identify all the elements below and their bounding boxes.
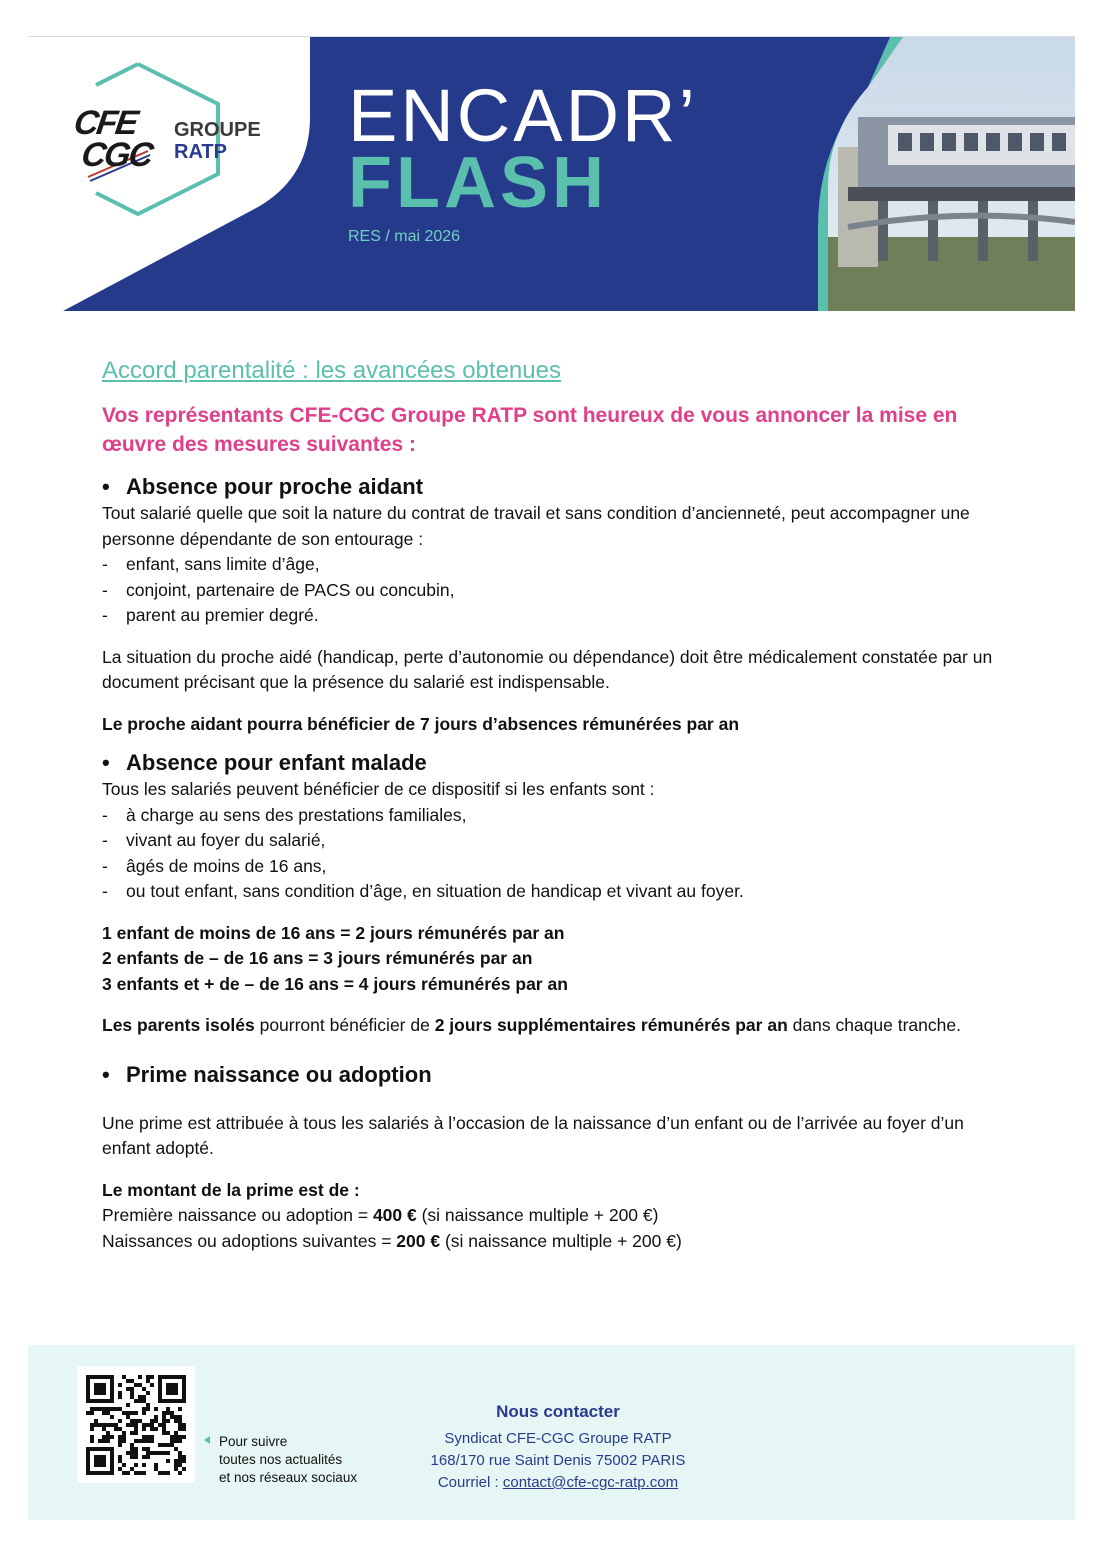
section-text: Une prime est attribuée à tous les salariés à l’occasion de la naissance d’un enfant ou de l’arrivée au foyer d’un enfant adopté. bbox=[102, 1112, 964, 1158]
main-content bbox=[102, 355, 1002, 1254]
list-item: - âgés de moins de 16 ans, bbox=[102, 855, 327, 876]
list-item: - à charge au sens des prestations familiales, bbox=[102, 804, 467, 825]
amount-line-first: Première naissance ou adoption = 400 € (si naissance multiple + 200 €) bbox=[102, 1205, 659, 1225]
contact-address: 168/170 rue Saint Denis 75002 PARIS bbox=[430, 1452, 686, 1469]
list-item: - conjoint, partenaire de PACS ou concubin, bbox=[102, 579, 455, 600]
title-flash: FLASH bbox=[348, 143, 608, 223]
bullet: • bbox=[102, 750, 110, 775]
contact-org: Syndicat CFE-CGC Groupe RATP bbox=[444, 1430, 672, 1447]
header-banner bbox=[28, 37, 1075, 311]
tier-line: 3 enfants et + de – de 16 ans = 4 jours rémunérés par an bbox=[102, 973, 568, 994]
intro-text: Vos représentants CFE-CGC Groupe RATP sont heureux de vous annoncer la mise en œuvre des mesures suivantes : bbox=[102, 404, 958, 456]
section-heading-enfant-malade bbox=[102, 749, 1002, 777]
section-heading-prime bbox=[102, 1061, 1002, 1089]
bullet: • bbox=[102, 474, 110, 499]
document-title: Accord parentalité : les avancées obtenues bbox=[102, 357, 561, 384]
parents-isoles-text: Les parents isolés pourront bénéficier de 2 jours supplémentaires rémunérés par an dans chaque tranche. bbox=[102, 1015, 961, 1035]
amount-heading: Le montant de la prime est de : bbox=[102, 1179, 360, 1200]
section-paragraph: La situation du proche aidé (handicap, perte d’autonomie ou dépendance) doit être médicalement constatée par un document précisant que la présence du salarié est indispensable. bbox=[102, 646, 993, 692]
bullet: • bbox=[102, 1061, 110, 1087]
highlight-text: Le proche aidant pourra bénéficier de 7 jours d’absences rémunérées par an bbox=[102, 713, 740, 734]
contact-email-line: Courriel : contact@cfe-cgc-ratp.com bbox=[437, 1474, 679, 1491]
cfe-cgc-logo bbox=[48, 59, 261, 219]
section-title: Absence pour enfant malade bbox=[126, 750, 427, 775]
list-item: - parent au premier degré. bbox=[102, 605, 319, 625]
section-title: Absence pour proche aidant bbox=[126, 474, 424, 499]
list-item: - vivant au foyer du salarié, bbox=[102, 830, 326, 850]
title-encadr: ENCADR’ bbox=[348, 74, 698, 157]
tier-line: 2 enfants de – de 16 ans = 3 jours rémunérés par an bbox=[102, 948, 533, 968]
dash-list bbox=[102, 552, 1002, 629]
qr-code-icon bbox=[86, 1375, 186, 1475]
logo-groupe-text: GROUPE RATP bbox=[174, 119, 261, 163]
section-heading-proche-aidant bbox=[102, 473, 1002, 501]
list-item: - enfant, sans limite d’âge, bbox=[102, 554, 320, 574]
follow-note: Pour suivre toutes nos actualités et nos réseaux sociaux bbox=[206, 1433, 357, 1487]
dash-list bbox=[102, 803, 1002, 905]
arrow-left-icon bbox=[204, 1436, 210, 1444]
issue-date: RES / mai 2026 bbox=[348, 228, 461, 245]
contact-heading: Nous contacter bbox=[496, 1402, 620, 1421]
contact-email-link[interactable]: contact@cfe-cgc-ratp.com bbox=[502, 1474, 679, 1491]
list-item: - ou tout enfant, sans condition d’âge, en situation de handicap et vivant au foyer. bbox=[102, 881, 744, 901]
contact-block bbox=[388, 1400, 728, 1494]
section-text: Tout salarié quelle que soit la nature du contrat de travail et sans condition d’ancienneté, peut accompagner une personne dépendante de son entourage : bbox=[102, 503, 970, 549]
section-title: Prime naissance ou adoption bbox=[126, 1061, 432, 1087]
section-text: Tous les salariés peuvent bénéficier de ce dispositif si les enfants sont : bbox=[102, 779, 655, 799]
footer bbox=[28, 1345, 1075, 1520]
amount-line-next: Naissances ou adoptions suivantes = 200 € (si naissance multiple + 200 €) bbox=[102, 1230, 682, 1251]
qr-code[interactable] bbox=[77, 1366, 195, 1483]
tier-line: 1 enfant de moins de 16 ans = 2 jours rémunérés par an bbox=[102, 922, 565, 943]
logo-cfe-text: CFE CGC bbox=[71, 104, 154, 174]
